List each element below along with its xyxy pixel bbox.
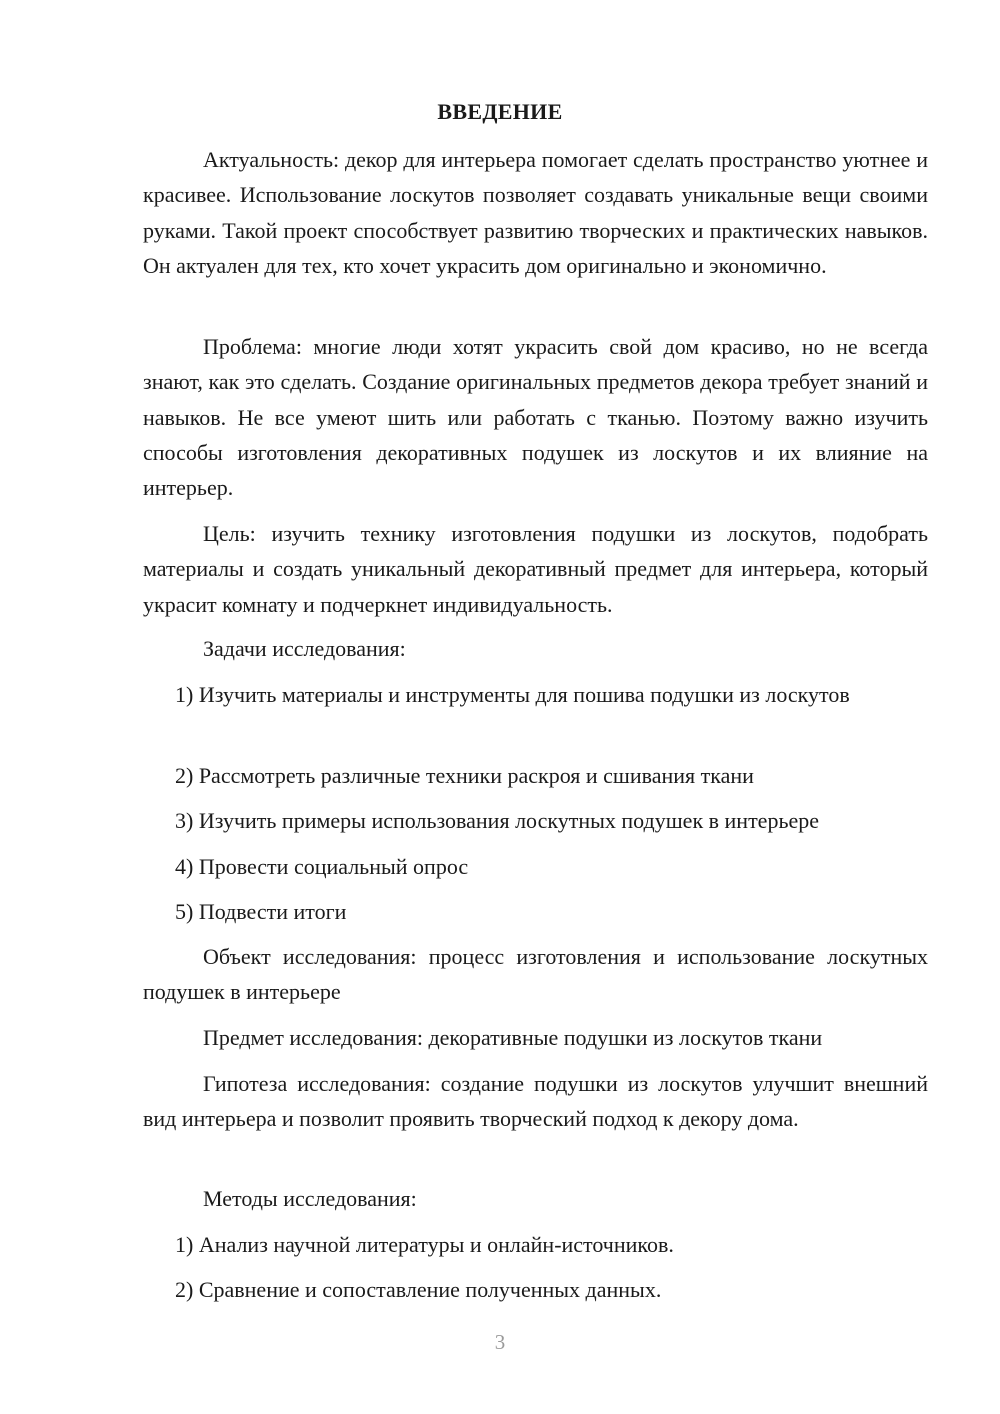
- paragraph-problem: Проблема: многие люди хотят украсить свой дом красиво, но не всегда знают, как это сделать. Создание оригинальных предметов декора требует знаний и навыков. Не все умеют шить или работать с тканью. Поэтому важно изучить способы изготовления декоративных подушек из лоскутов и их влияние на интерьер.: [143, 334, 928, 501]
- method-item: 1) Анализ научной литературы и онлайн-источников.: [175, 1232, 674, 1257]
- task-item: 3) Изучить примеры использования лоскутных подушек в интерьере: [175, 808, 820, 833]
- section-title: ВВЕДЕНИЕ: [437, 99, 563, 124]
- tasks-heading: Задачи исследования:: [203, 636, 406, 661]
- paragraph-object: Объект исследования: процесс изготовления и использование лоскутных подушек в интерьере: [143, 944, 928, 1005]
- task-item: 1) Изучить материалы и инструменты для пошива подушки из лоскутов: [175, 682, 850, 707]
- paragraph-relevance: Актуальность: декор для интерьера помогает сделать пространство уютнее и красивее. Использование лоскутов позволяет создавать уникальные вещи своими руками. Такой проект способствует развитию творческих и практических навыков. Он актуален для тех, кто хочет украсить дом оригинально и экономично.: [143, 147, 928, 278]
- paragraph-hypothesis: Гипотеза исследования: создание подушки из лоскутов улучшит внешний вид интерьера и позволит проявить творческий подход к декору дома.: [143, 1071, 928, 1132]
- page-number: 3: [494, 1330, 506, 1354]
- task-item: 4) Провести социальный опрос: [175, 854, 469, 879]
- method-item: 2) Сравнение и сопоставление полученных данных.: [175, 1277, 662, 1302]
- task-item: 5) Подвести итоги: [175, 899, 347, 924]
- paragraph-subject: Предмет исследования: декоративные подушки из лоскутов ткани: [203, 1025, 823, 1050]
- task-item: 2) Рассмотреть различные техники раскроя и сшивания ткани: [175, 763, 754, 788]
- methods-heading: Методы исследования:: [203, 1186, 417, 1211]
- paragraph-goal: Цель: изучить технику изготовления подушки из лоскутов, подобрать материалы и создать уникальный декоративный предмет для интерьера, который украсит комнату и подчеркнет индивидуальность.: [143, 521, 928, 617]
